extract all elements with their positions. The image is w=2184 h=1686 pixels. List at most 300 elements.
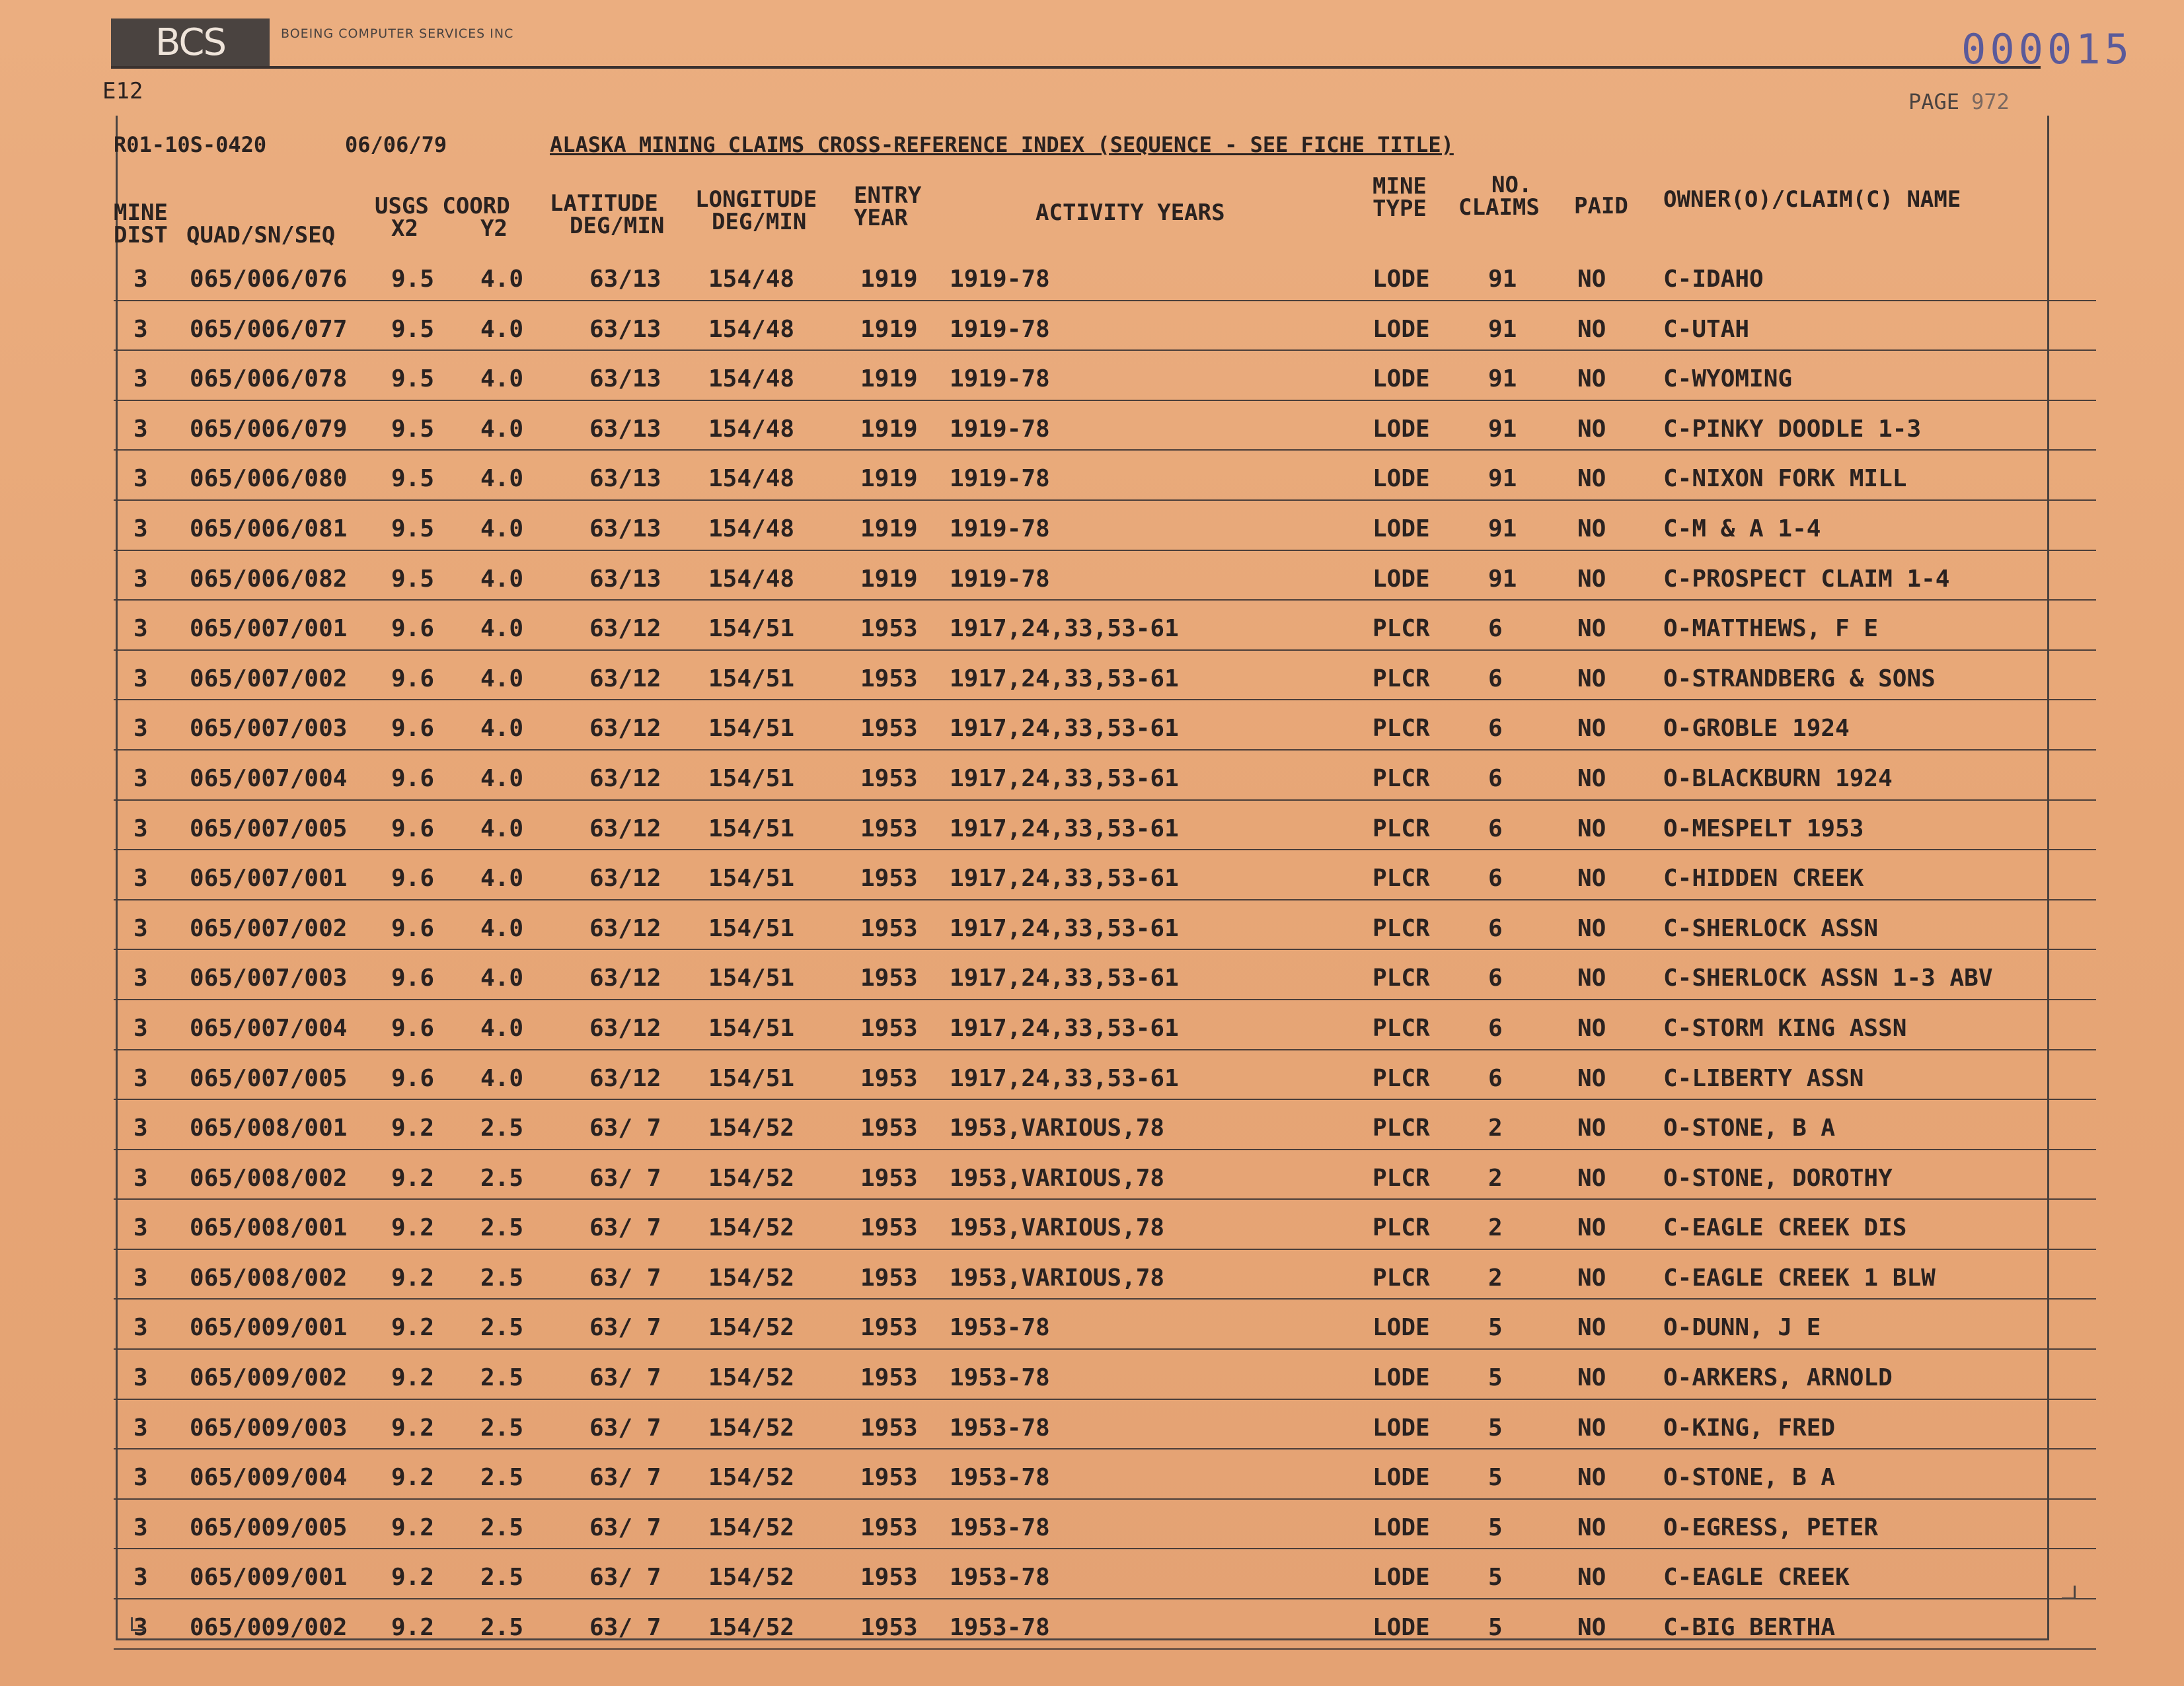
header-mine-type-2: TYPE <box>1373 196 1427 222</box>
longitude-cell: 154/51 <box>708 615 795 643</box>
no-claims-cell: 5 <box>1488 1414 1503 1442</box>
paid-cell: NO <box>1577 914 1606 942</box>
latitude-cell: 63/ 7 <box>589 1314 661 1342</box>
no-claims-cell: 6 <box>1488 715 1503 743</box>
x2-cell: 9.2 <box>391 1564 435 1592</box>
activity-years-cell: 1919-78 <box>950 415 1050 443</box>
table-row <box>114 351 2096 401</box>
header-latitude-2: DEG/MIN <box>570 213 665 239</box>
paid-cell: NO <box>1577 365 1606 393</box>
no-claims-cell: 5 <box>1488 1314 1503 1342</box>
no-claims-cell: 6 <box>1488 764 1503 792</box>
owner-claim-cell: C-STORM KING ASSN <box>1663 1014 1907 1042</box>
y2-cell: 4.0 <box>480 365 524 393</box>
mine-type-cell: PLCR <box>1373 1264 1430 1292</box>
paid-cell: NO <box>1577 1564 1606 1592</box>
entry-year-cell: 1953 <box>860 865 918 893</box>
latitude-cell: 63/ 7 <box>589 1414 661 1442</box>
y2-cell: 4.0 <box>480 914 524 942</box>
entry-year-cell: 1953 <box>860 1264 918 1292</box>
paid-cell: NO <box>1577 1614 1606 1642</box>
y2-cell: 2.5 <box>480 1564 524 1592</box>
x2-cell: 9.5 <box>391 365 435 393</box>
mine-type-cell: LODE <box>1373 1564 1430 1592</box>
entry-year-cell: 1953 <box>860 1164 918 1192</box>
y2-cell: 4.0 <box>480 515 524 542</box>
table-row <box>114 401 2096 451</box>
entry-year-cell: 1919 <box>860 565 918 593</box>
x2-cell: 9.5 <box>391 415 435 443</box>
mine-dist-cell: 3 <box>133 1614 148 1642</box>
x2-cell: 9.6 <box>391 715 435 743</box>
quad-cell: 065/007/002 <box>190 914 348 942</box>
owner-claim-cell: O-GROBLE 1924 <box>1663 715 1850 743</box>
quad-cell: 065/006/077 <box>190 315 348 343</box>
no-claims-cell: 5 <box>1488 1564 1503 1592</box>
x2-cell: 9.2 <box>391 1614 435 1642</box>
y2-cell: 4.0 <box>480 565 524 593</box>
document-number: 000015 <box>1961 25 2133 73</box>
owner-claim-cell: C-HIDDEN CREEK <box>1663 865 1864 893</box>
owner-claim-cell: O-EGRESS, PETER <box>1663 1514 1879 1541</box>
owner-claim-cell: C-WYOMING <box>1663 365 1793 393</box>
latitude-cell: 63/12 <box>589 1064 661 1092</box>
paid-cell: NO <box>1577 815 1606 842</box>
quad-cell: 065/007/003 <box>190 965 348 992</box>
entry-year-cell: 1919 <box>860 415 918 443</box>
owner-claim-cell: O-STONE, B A <box>1663 1464 1836 1492</box>
longitude-cell: 154/52 <box>708 1464 795 1492</box>
table-row <box>114 301 2096 351</box>
no-claims-cell: 6 <box>1488 1064 1503 1092</box>
x2-cell: 9.6 <box>391 1064 435 1092</box>
x2-cell: 9.2 <box>391 1314 435 1342</box>
top-rule <box>111 66 2041 69</box>
mine-type-cell: PLCR <box>1373 665 1430 692</box>
paid-cell: NO <box>1577 1364 1606 1392</box>
table-row <box>114 1549 2096 1599</box>
activity-years-cell: 1953,VARIOUS,78 <box>950 1164 1165 1192</box>
y2-cell: 4.0 <box>480 764 524 792</box>
x2-cell: 9.6 <box>391 914 435 942</box>
longitude-cell: 154/52 <box>708 1115 795 1142</box>
owner-claim-cell: C-UTAH <box>1663 315 1750 343</box>
mine-type-cell: LODE <box>1373 415 1430 443</box>
entry-year-cell: 1953 <box>860 1564 918 1592</box>
mine-dist-cell: 3 <box>133 1115 148 1142</box>
mine-dist-cell: 3 <box>133 865 148 893</box>
company-name: BOEING COMPUTER SERVICES INC <box>281 26 514 41</box>
header-no-claims-2: CLAIMS <box>1458 194 1540 221</box>
quad-cell: 065/007/001 <box>190 865 348 893</box>
table-row <box>114 1050 2096 1101</box>
x2-cell: 9.5 <box>391 315 435 343</box>
mine-dist-cell: 3 <box>133 365 148 393</box>
table-row <box>114 1250 2096 1300</box>
mine-type-cell: PLCR <box>1373 1014 1430 1042</box>
latitude-cell: 63/12 <box>589 764 661 792</box>
header-entry-1: ENTRY <box>854 182 922 209</box>
y2-cell: 4.0 <box>480 465 524 493</box>
owner-claim-cell: O-DUNN, J E <box>1663 1314 1821 1342</box>
longitude-cell: 154/52 <box>708 1314 795 1342</box>
quad-cell: 065/007/004 <box>190 764 348 792</box>
quad-cell: 065/007/004 <box>190 1014 348 1042</box>
latitude-cell: 63/ 7 <box>589 1115 661 1142</box>
y2-cell: 2.5 <box>480 1115 524 1142</box>
activity-years-cell: 1919-78 <box>950 565 1050 593</box>
paid-cell: NO <box>1577 415 1606 443</box>
activity-years-cell: 1917,24,33,53-61 <box>950 1014 1179 1042</box>
owner-claim-cell: O-MATTHEWS, F E <box>1663 615 1879 643</box>
mine-dist-cell: 3 <box>133 1064 148 1092</box>
paid-cell: NO <box>1577 515 1606 542</box>
latitude-cell: 63/ 7 <box>589 1164 661 1192</box>
header-quad: QUAD/SN/SEQ <box>186 222 336 248</box>
quad-cell: 065/009/004 <box>190 1464 348 1492</box>
mine-type-cell: LODE <box>1373 465 1430 493</box>
entry-year-cell: 1953 <box>860 1364 918 1392</box>
claims-table <box>114 251 2096 1650</box>
y2-cell: 4.0 <box>480 415 524 443</box>
longitude-cell: 154/52 <box>708 1614 795 1642</box>
mine-type-cell: LODE <box>1373 1464 1430 1492</box>
activity-years-cell: 1953-78 <box>950 1564 1050 1592</box>
quad-cell: 065/009/002 <box>190 1364 348 1392</box>
paid-cell: NO <box>1577 1464 1606 1492</box>
y2-cell: 2.5 <box>480 1364 524 1392</box>
quad-cell: 065/006/081 <box>190 515 348 542</box>
owner-claim-cell: C-IDAHO <box>1663 266 1764 293</box>
paid-cell: NO <box>1577 315 1606 343</box>
table-row <box>114 950 2096 1000</box>
quad-cell: 065/008/001 <box>190 1214 348 1242</box>
table-row <box>114 551 2096 601</box>
owner-claim-cell: C-NIXON FORK MILL <box>1663 465 1907 493</box>
activity-years-cell: 1953-78 <box>950 1414 1050 1442</box>
mine-type-cell: PLCR <box>1373 865 1430 893</box>
header-latitude-1: LATITUDE <box>550 190 658 217</box>
entry-year-cell: 1953 <box>860 1064 918 1092</box>
longitude-cell: 154/51 <box>708 965 795 992</box>
entry-year-cell: 1919 <box>860 266 918 293</box>
mine-dist-cell: 3 <box>133 315 148 343</box>
longitude-cell: 154/48 <box>708 415 795 443</box>
longitude-cell: 154/48 <box>708 465 795 493</box>
latitude-cell: 63/12 <box>589 615 661 643</box>
owner-claim-cell: O-STONE, B A <box>1663 1115 1836 1142</box>
mine-type-cell: LODE <box>1373 1364 1430 1392</box>
table-row <box>114 1200 2096 1250</box>
y2-cell: 4.0 <box>480 665 524 692</box>
longitude-cell: 154/52 <box>708 1514 795 1541</box>
quad-cell: 065/007/005 <box>190 815 348 842</box>
longitude-cell: 154/48 <box>708 565 795 593</box>
activity-years-cell: 1953-78 <box>950 1464 1050 1492</box>
entry-year-cell: 1953 <box>860 1115 918 1142</box>
table-row <box>114 1500 2096 1550</box>
mine-dist-cell: 3 <box>133 415 148 443</box>
latitude-cell: 63/ 7 <box>589 1364 661 1392</box>
mine-type-cell: PLCR <box>1373 1115 1430 1142</box>
activity-years-cell: 1953,VARIOUS,78 <box>950 1115 1165 1142</box>
header-activity-years: ACTIVITY YEARS <box>1036 200 1225 226</box>
column-headers <box>114 172 2096 248</box>
entry-year-cell: 1953 <box>860 764 918 792</box>
paid-cell: NO <box>1577 965 1606 992</box>
latitude-cell: 63/12 <box>589 1014 661 1042</box>
mine-type-cell: LODE <box>1373 266 1430 293</box>
latitude-cell: 63/ 7 <box>589 1514 661 1541</box>
quad-cell: 065/009/005 <box>190 1514 348 1541</box>
x2-cell: 9.2 <box>391 1414 435 1442</box>
latitude-cell: 63/ 7 <box>589 1564 661 1592</box>
longitude-cell: 154/51 <box>708 815 795 842</box>
x2-cell: 9.2 <box>391 1214 435 1242</box>
owner-claim-cell: C-EAGLE CREEK <box>1663 1564 1850 1592</box>
longitude-cell: 154/51 <box>708 665 795 692</box>
latitude-cell: 63/12 <box>589 865 661 893</box>
activity-years-cell: 1919-78 <box>950 365 1050 393</box>
activity-years-cell: 1917,24,33,53-61 <box>950 1064 1179 1092</box>
mine-type-cell: PLCR <box>1373 965 1430 992</box>
mine-type-cell: PLCR <box>1373 1214 1430 1242</box>
mine-dist-cell: 3 <box>133 914 148 942</box>
no-claims-cell: 6 <box>1488 615 1503 643</box>
activity-years-cell: 1919-78 <box>950 315 1050 343</box>
no-claims-cell: 5 <box>1488 1614 1503 1642</box>
owner-claim-cell: C-BIG BERTHA <box>1663 1614 1836 1642</box>
mine-type-cell: PLCR <box>1373 1064 1430 1092</box>
entry-year-cell: 1953 <box>860 1314 918 1342</box>
quad-cell: 065/007/005 <box>190 1064 348 1092</box>
table-row <box>114 751 2096 801</box>
table-row <box>114 1599 2096 1650</box>
mine-type-cell: LODE <box>1373 315 1430 343</box>
entry-year-cell: 1953 <box>860 1614 918 1642</box>
activity-years-cell: 1917,24,33,53-61 <box>950 965 1179 992</box>
owner-claim-cell: O-STRANDBERG & SONS <box>1663 665 1936 692</box>
table-row <box>114 1350 2096 1400</box>
latitude-cell: 63/13 <box>589 315 661 343</box>
header-longitude-2: DEG/MIN <box>712 209 807 235</box>
paid-cell: NO <box>1577 266 1606 293</box>
activity-years-cell: 1917,24,33,53-61 <box>950 764 1179 792</box>
x2-cell: 9.6 <box>391 815 435 842</box>
owner-claim-cell: C-M & A 1-4 <box>1663 515 1821 542</box>
mine-type-cell: PLCR <box>1373 914 1430 942</box>
header-mine-dist-1: MINE <box>114 200 168 226</box>
table-row <box>114 900 2096 951</box>
mine-dist-cell: 3 <box>133 1514 148 1541</box>
y2-cell: 4.0 <box>480 266 524 293</box>
activity-years-cell: 1953-78 <box>950 1614 1050 1642</box>
quad-cell: 065/006/076 <box>190 266 348 293</box>
x2-cell: 9.5 <box>391 266 435 293</box>
y2-cell: 2.5 <box>480 1214 524 1242</box>
mine-type-cell: PLCR <box>1373 764 1430 792</box>
header-paid: PAID <box>1574 193 1628 219</box>
mine-dist-cell: 3 <box>133 515 148 542</box>
activity-years-cell: 1919-78 <box>950 465 1050 493</box>
entry-year-cell: 1953 <box>860 1464 918 1492</box>
y2-cell: 2.5 <box>480 1164 524 1192</box>
longitude-cell: 154/52 <box>708 1264 795 1292</box>
mine-dist-cell: 3 <box>133 1214 148 1242</box>
quad-cell: 065/009/003 <box>190 1414 348 1442</box>
mine-dist-cell: 3 <box>133 465 148 493</box>
y2-cell: 4.0 <box>480 815 524 842</box>
no-claims-cell: 91 <box>1488 465 1517 493</box>
paid-cell: NO <box>1577 1414 1606 1442</box>
longitude-cell: 154/51 <box>708 865 795 893</box>
entry-year-cell: 1953 <box>860 1414 918 1442</box>
mine-type-cell: PLCR <box>1373 815 1430 842</box>
mine-type-cell: LODE <box>1373 515 1430 542</box>
no-claims-cell: 91 <box>1488 365 1517 393</box>
entry-year-cell: 1953 <box>860 665 918 692</box>
quad-cell: 065/007/002 <box>190 665 348 692</box>
table-row <box>114 251 2096 301</box>
mine-dist-cell: 3 <box>133 1464 148 1492</box>
mine-dist-cell: 3 <box>133 965 148 992</box>
longitude-cell: 154/52 <box>708 1414 795 1442</box>
y2-cell: 4.0 <box>480 315 524 343</box>
owner-claim-cell: C-EAGLE CREEK DIS <box>1663 1214 1907 1242</box>
quad-cell: 065/006/082 <box>190 565 348 593</box>
longitude-cell: 154/51 <box>708 1064 795 1092</box>
activity-years-cell: 1917,24,33,53-61 <box>950 815 1179 842</box>
entry-year-cell: 1953 <box>860 615 918 643</box>
latitude-cell: 63/ 7 <box>589 1464 661 1492</box>
activity-years-cell: 1953,VARIOUS,78 <box>950 1214 1165 1242</box>
entry-year-cell: 1953 <box>860 965 918 992</box>
longitude-cell: 154/51 <box>708 914 795 942</box>
x2-cell: 9.2 <box>391 1164 435 1192</box>
report-title: ALASKA MINING CLAIMS CROSS-REFERENCE INDEX (SEQUENCE - SEE FICHE TITLE) <box>550 132 1454 157</box>
mine-type-cell: LODE <box>1373 365 1430 393</box>
y2-cell: 4.0 <box>480 1014 524 1042</box>
y2-cell: 4.0 <box>480 715 524 743</box>
y2-cell: 4.0 <box>480 1064 524 1092</box>
latitude-cell: 63/12 <box>589 815 661 842</box>
paid-cell: NO <box>1577 1514 1606 1541</box>
paid-cell: NO <box>1577 465 1606 493</box>
entry-year-cell: 1919 <box>860 365 918 393</box>
mine-dist-cell: 3 <box>133 1164 148 1192</box>
table-row <box>114 1000 2096 1050</box>
table-row <box>114 501 2096 551</box>
paid-cell: NO <box>1577 764 1606 792</box>
activity-years-cell: 1919-78 <box>950 515 1050 542</box>
latitude-cell: 63/12 <box>589 665 661 692</box>
mine-dist-cell: 3 <box>133 1314 148 1342</box>
paid-cell: NO <box>1577 1164 1606 1192</box>
mine-dist-cell: 3 <box>133 266 148 293</box>
header-mine-type-1: MINE <box>1373 173 1427 200</box>
no-claims-cell: 5 <box>1488 1514 1503 1541</box>
frame-corner-bottom-left <box>131 1617 145 1631</box>
x2-cell: 9.2 <box>391 1364 435 1392</box>
y2-cell: 2.5 <box>480 1314 524 1342</box>
owner-claim-cell: C-PROSPECT CLAIM 1-4 <box>1663 565 1950 593</box>
header-owner: OWNER(O)/CLAIM(C) NAME <box>1663 186 1961 213</box>
latitude-cell: 63/13 <box>589 415 661 443</box>
table-row <box>114 1400 2096 1450</box>
activity-years-cell: 1917,24,33,53-61 <box>950 665 1179 692</box>
longitude-cell: 154/52 <box>708 1164 795 1192</box>
entry-year-cell: 1953 <box>860 1214 918 1242</box>
table-row <box>114 451 2096 501</box>
header-no-claims-1: NO. <box>1491 172 1532 198</box>
no-claims-cell: 91 <box>1488 415 1517 443</box>
y2-cell: 2.5 <box>480 1464 524 1492</box>
longitude-cell: 154/48 <box>708 365 795 393</box>
header-usgs-coord: USGS COORD <box>375 193 510 219</box>
no-claims-cell: 91 <box>1488 565 1517 593</box>
x2-cell: 9.6 <box>391 865 435 893</box>
table-row <box>114 801 2096 851</box>
x2-cell: 9.6 <box>391 764 435 792</box>
owner-claim-cell: C-EAGLE CREEK 1 BLW <box>1663 1264 1936 1292</box>
latitude-cell: 63/13 <box>589 365 661 393</box>
table-row <box>114 1100 2096 1150</box>
table-row <box>114 601 2096 651</box>
entry-year-cell: 1953 <box>860 1014 918 1042</box>
table-row <box>114 1300 2096 1350</box>
quad-cell: 065/006/079 <box>190 415 348 443</box>
paid-cell: NO <box>1577 1264 1606 1292</box>
page-number: 972 <box>1971 89 2010 114</box>
no-claims-cell: 6 <box>1488 914 1503 942</box>
quad-cell: 065/006/080 <box>190 465 348 493</box>
mine-dist-cell: 3 <box>133 565 148 593</box>
no-claims-cell: 2 <box>1488 1115 1503 1142</box>
quad-cell: 065/009/001 <box>190 1314 348 1342</box>
paid-cell: NO <box>1577 665 1606 692</box>
mine-dist-cell: 3 <box>133 815 148 842</box>
longitude-cell: 154/52 <box>708 1214 795 1242</box>
entry-year-cell: 1919 <box>860 465 918 493</box>
mine-dist-cell: 3 <box>133 1014 148 1042</box>
mine-dist-cell: 3 <box>133 1414 148 1442</box>
no-claims-cell: 5 <box>1488 1364 1503 1392</box>
no-claims-cell: 2 <box>1488 1264 1503 1292</box>
quad-cell: 065/008/001 <box>190 1115 348 1142</box>
header-entry-2: YEAR <box>854 205 908 231</box>
longitude-cell: 154/51 <box>708 764 795 792</box>
x2-cell: 9.5 <box>391 515 435 542</box>
mine-type-cell: LODE <box>1373 1314 1430 1342</box>
longitude-cell: 154/48 <box>708 266 795 293</box>
y2-cell: 2.5 <box>480 1514 524 1541</box>
quad-cell: 065/007/001 <box>190 615 348 643</box>
header-y2: Y2 <box>480 215 508 242</box>
owner-claim-cell: C-SHERLOCK ASSN 1-3 ABV <box>1663 965 1993 992</box>
no-claims-cell: 2 <box>1488 1214 1503 1242</box>
paid-cell: NO <box>1577 1214 1606 1242</box>
latitude-cell: 63/12 <box>589 965 661 992</box>
activity-years-cell: 1917,24,33,53-61 <box>950 615 1179 643</box>
no-claims-cell: 6 <box>1488 865 1503 893</box>
table-row <box>114 651 2096 701</box>
activity-years-cell: 1917,24,33,53-61 <box>950 914 1179 942</box>
page-indicator <box>1908 89 2010 114</box>
latitude-cell: 63/ 7 <box>589 1264 661 1292</box>
owner-claim-cell: O-STONE, DOROTHY <box>1663 1164 1893 1192</box>
header-x2: X2 <box>391 215 418 242</box>
x2-cell: 9.2 <box>391 1514 435 1541</box>
